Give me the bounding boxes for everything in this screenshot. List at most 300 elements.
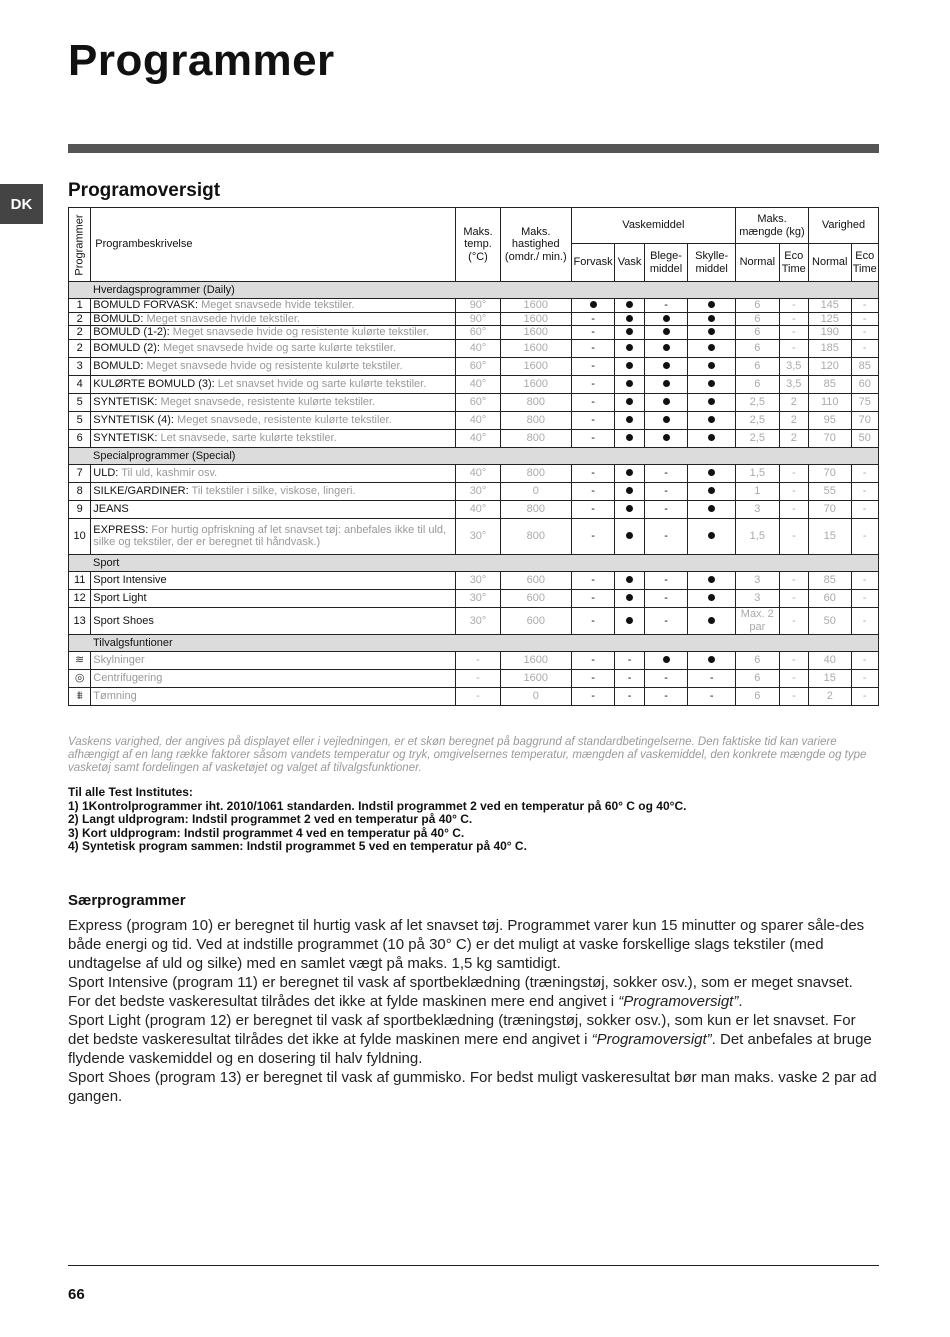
program-detail: Meget snavsede hvide tekstiler. — [143, 312, 300, 325]
wash-cell: - — [615, 651, 644, 669]
table-row — [69, 464, 879, 482]
duration-eco-cell: 85 — [851, 357, 878, 375]
program-number: 5 — [69, 411, 91, 429]
speed-cell: 600 — [500, 571, 571, 589]
bleach-cell: - — [644, 500, 688, 518]
speed-cell: 800 — [500, 393, 571, 411]
duration-eco-cell: - — [851, 518, 878, 554]
softener-cell — [688, 589, 736, 607]
sport-light-paragraph: Sport Light (program 12) er beregnet til vask af sportbeklædning (træningstøj, sokker osv.), som kun er let snavset. For det bedste vaskeresultat tilrådes det ikke at fylde maskinen mere end angivet i “Programoversigt”. Det anbefales at bruge flydende vaskemiddel og en dosering til halv fyldning. — [68, 1012, 872, 1067]
program-name: ULD: — [93, 467, 119, 480]
temp-cell: 30° — [456, 589, 501, 607]
duration-normal-cell: 70 — [808, 500, 851, 518]
dot-marker — [663, 434, 670, 441]
prewash-cell: - — [571, 326, 615, 340]
page-number: 66 — [68, 1286, 85, 1303]
dot-marker — [663, 362, 670, 369]
bleach-cell — [644, 375, 688, 393]
express-paragraph: Express (program 10) er beregnet til hurtig vask af let snavset tøj. Programmet varer kun 15 minutter og sparer såle-des både energi og tid. Ved at indstille programmet (10 på 30° C) er det muligt at vaske forskellige slags tekstiler (med undtagelse af uld og silke) med en samlet vægt på maks. 1,5 kg samtidigt. — [68, 917, 865, 972]
dot-marker — [626, 416, 633, 423]
temp-cell: 90° — [456, 299, 501, 313]
duration-normal-cell: 70 — [808, 429, 851, 447]
temp-cell: 60° — [456, 326, 501, 340]
temp-cell: 40° — [456, 464, 501, 482]
prewash-cell — [571, 299, 615, 313]
dot-marker — [708, 315, 715, 322]
program-description — [91, 687, 456, 705]
program-description — [91, 571, 456, 589]
dot-marker — [708, 434, 715, 441]
load-normal-cell: 3 — [736, 500, 780, 518]
program-description — [91, 375, 456, 393]
duration-normal-cell: 50 — [808, 607, 851, 634]
prewash-cell: - — [571, 375, 615, 393]
program-detail: Meget snavsede hvide og sarte kulørte tekstiler. — [159, 342, 396, 355]
program-detail: Til tekstiler i silke, viskose, lingeri. — [188, 485, 356, 498]
bleach-cell: - — [644, 607, 688, 634]
wash-cell — [615, 357, 644, 375]
drain-icon: ⩩ — [69, 687, 91, 705]
load-eco-cell: - — [779, 651, 808, 669]
wash-cell — [615, 299, 644, 313]
program-description — [91, 429, 456, 447]
dot-marker — [708, 398, 715, 405]
test-institutes-heading: Til alle Test Institutes: — [68, 785, 193, 799]
rinse-icon: ≋ — [69, 651, 91, 669]
program-name: SYNTETISK (4): — [93, 414, 174, 427]
softener-cell — [688, 464, 736, 482]
special-programs-body — [68, 916, 879, 1106]
dot-marker — [708, 656, 715, 663]
header-load-normal: Normal — [736, 244, 780, 282]
temp-cell: 60° — [456, 393, 501, 411]
speed-cell: 800 — [500, 500, 571, 518]
duration-eco-cell: 70 — [851, 411, 878, 429]
group-header: Tilvalgsfuntioner — [69, 634, 879, 651]
group-header-row — [69, 634, 879, 651]
prewash-cell: - — [571, 464, 615, 482]
program-detail: Meget snavsede, resistente kulørte tekstiler. — [173, 414, 392, 427]
duration-eco-cell: 60 — [851, 375, 878, 393]
speed-cell: 800 — [500, 464, 571, 482]
prewash-cell: - — [571, 518, 615, 554]
softener-cell: - — [688, 687, 736, 705]
header-duration: Varighed — [808, 208, 878, 244]
table-row — [69, 482, 879, 500]
header-max-temp: Maks. temp. (°C) — [456, 208, 501, 282]
table-row — [69, 339, 879, 357]
duration-normal-cell: 60 — [808, 589, 851, 607]
bleach-cell: - — [644, 482, 688, 500]
duration-eco-cell: - — [851, 651, 878, 669]
speed-cell: 600 — [500, 589, 571, 607]
dot-marker — [626, 505, 633, 512]
speed-cell: 600 — [500, 607, 571, 634]
program-number: 2 — [69, 339, 91, 357]
group-header: Sport — [69, 554, 879, 571]
duration-eco-cell: - — [851, 607, 878, 634]
duration-eco-cell: - — [851, 589, 878, 607]
duration-eco-cell: - — [851, 687, 878, 705]
dot-marker — [663, 380, 670, 387]
table-row — [69, 669, 879, 687]
softener-cell — [688, 651, 736, 669]
program-description — [91, 393, 456, 411]
load-normal-cell: 6 — [736, 669, 780, 687]
program-name: SYNTETISK: — [93, 396, 158, 409]
softener-cell — [688, 607, 736, 634]
group-header-row — [69, 447, 879, 464]
program-name: Sport Intensive — [93, 574, 167, 587]
dot-marker — [626, 434, 633, 441]
program-number: 2 — [69, 312, 91, 326]
header-duration-eco: Eco Time — [851, 244, 878, 282]
bottom-rule — [68, 1265, 879, 1266]
dot-marker — [626, 576, 633, 583]
duration-normal-cell: 190 — [808, 326, 851, 340]
group-header-row — [69, 282, 879, 299]
duration-normal-cell: 110 — [808, 393, 851, 411]
duration-eco-cell: - — [851, 571, 878, 589]
program-name: BOMULD (2): — [93, 342, 160, 355]
duration-normal-cell: 85 — [808, 571, 851, 589]
program-detail: Centrifugering — [93, 672, 163, 685]
wash-cell — [615, 312, 644, 326]
header-max-speed: Maks. hastighed (omdr./ min.) — [500, 208, 571, 282]
dot-marker — [626, 594, 633, 601]
load-eco-cell: 3,5 — [779, 375, 808, 393]
dot-marker — [626, 301, 633, 308]
softener-cell: - — [688, 669, 736, 687]
prewash-cell: - — [571, 651, 615, 669]
duration-eco-cell: - — [851, 464, 878, 482]
speed-cell: 1600 — [500, 339, 571, 357]
wash-cell — [615, 482, 644, 500]
load-eco-cell: - — [779, 500, 808, 518]
program-detail: Til uld, kashmir osv. — [118, 467, 218, 480]
bleach-cell — [644, 312, 688, 326]
table-row — [69, 607, 879, 634]
program-detail: Meget snavsede hvide tekstiler. — [198, 299, 355, 311]
prewash-cell: - — [571, 687, 615, 705]
program-description — [91, 518, 456, 554]
program-name: BOMULD FORVASK: — [93, 299, 199, 311]
duration-eco-cell: - — [851, 312, 878, 326]
duration-normal-cell: 185 — [808, 339, 851, 357]
table-row — [69, 299, 879, 313]
table-row — [69, 571, 879, 589]
duration-normal-cell: 55 — [808, 482, 851, 500]
load-eco-cell: - — [779, 326, 808, 340]
program-number: 13 — [69, 607, 91, 634]
prewash-cell: - — [571, 357, 615, 375]
program-detail: Skylninger — [93, 654, 145, 667]
program-name: Sport Shoes — [93, 614, 154, 627]
wash-cell — [615, 589, 644, 607]
duration-normal-cell: 125 — [808, 312, 851, 326]
bleach-cell: - — [644, 299, 688, 313]
load-eco-cell: - — [779, 571, 808, 589]
table-row — [69, 326, 879, 340]
test-institutes-line: 2) Langt uldprogram: Indstil programmet 2 ved en temperatur på 40° C. — [68, 812, 473, 826]
program-name: KULØRTE BOMULD (3): — [93, 378, 215, 391]
dot-marker — [626, 487, 633, 494]
speed-cell: 800 — [500, 518, 571, 554]
program-detail: Meget snavsede hvide og resistente kulørte tekstiler. — [143, 360, 403, 373]
spin-icon: ◎ — [69, 669, 91, 687]
load-normal-cell: 2,5 — [736, 429, 780, 447]
group-header: Specialprogrammer (Special) — [69, 447, 879, 464]
header-load-eco: Eco Time — [779, 244, 808, 282]
sport-intensive-paragraph: Sport Intensive (program 11) er beregnet til vask af sportbeklædning (træningstøj, sokker osv.), som er meget snavset. For det bedste vaskeresultat tilrådes det ikke at fylde maskinen mere end angivet i “Programoversigt”. — [68, 974, 853, 1010]
temp-cell: 90° — [456, 312, 501, 326]
program-description — [91, 326, 456, 340]
load-eco-cell: 2 — [779, 429, 808, 447]
load-eco-cell: - — [779, 312, 808, 326]
softener-cell — [688, 339, 736, 357]
prewash-cell: - — [571, 312, 615, 326]
program-name: BOMULD: — [93, 312, 144, 325]
test-institutes-line: 1) 1Kontrolprogrammer iht. 2010/1061 standarden. Indstil programmet 2 ved en temperatur på 60° C og 40°C. — [68, 798, 687, 813]
prewash-cell: - — [571, 393, 615, 411]
language-tab: DK — [0, 184, 43, 224]
wash-cell — [615, 571, 644, 589]
prewash-cell: - — [571, 339, 615, 357]
dot-marker — [626, 617, 633, 624]
group-header-row — [69, 554, 879, 571]
load-normal-cell: 6 — [736, 339, 780, 357]
program-detail: Meget snavsede hvide og resistente kulørte tekstiler. — [169, 326, 429, 339]
wash-cell — [615, 429, 644, 447]
prewash-cell: - — [571, 669, 615, 687]
wash-cell — [615, 500, 644, 518]
program-number: 10 — [69, 518, 91, 554]
softener-cell — [688, 571, 736, 589]
table-row — [69, 687, 879, 705]
temp-cell: 30° — [456, 482, 501, 500]
bleach-cell: - — [644, 518, 688, 554]
table-row — [69, 651, 879, 669]
softener-cell — [688, 518, 736, 554]
program-table-body — [69, 282, 879, 706]
speed-cell: 1600 — [500, 299, 571, 313]
program-number: 12 — [69, 589, 91, 607]
load-eco-cell: 2 — [779, 393, 808, 411]
dot-marker — [708, 416, 715, 423]
bleach-cell — [644, 651, 688, 669]
load-normal-cell: Max. 2 par — [736, 607, 780, 634]
prewash-cell: - — [571, 411, 615, 429]
header-programmer: Programmer — [69, 208, 91, 282]
load-eco-cell: - — [779, 589, 808, 607]
table-row — [69, 500, 879, 518]
load-normal-cell: 6 — [736, 326, 780, 340]
test-institutes-line: 3) Kort uldprogram: Indstil programmet 4 ved en temperatur på 40° C. — [68, 825, 465, 840]
duration-normal-cell: 15 — [808, 518, 851, 554]
load-normal-cell: 2,5 — [736, 411, 780, 429]
bleach-cell — [644, 339, 688, 357]
dot-marker — [663, 328, 670, 335]
prewash-cell: - — [571, 571, 615, 589]
program-number: 7 — [69, 464, 91, 482]
header-max-load: Maks. mængde (kg) — [736, 208, 809, 244]
load-normal-cell: 6 — [736, 357, 780, 375]
load-normal-cell: 3 — [736, 589, 780, 607]
temp-cell: 40° — [456, 500, 501, 518]
dot-marker — [626, 532, 633, 539]
load-normal-cell: 1 — [736, 482, 780, 500]
load-normal-cell: 6 — [736, 375, 780, 393]
dot-marker — [663, 416, 670, 423]
softener-cell — [688, 482, 736, 500]
duration-eco-cell: 75 — [851, 393, 878, 411]
dot-marker — [626, 328, 633, 335]
wash-cell — [615, 375, 644, 393]
header-bleach: Blege-middel — [644, 244, 688, 282]
speed-cell: 0 — [500, 482, 571, 500]
table-row — [69, 312, 879, 326]
prewash-cell: - — [571, 500, 615, 518]
section-title: Programoversigt — [68, 180, 221, 201]
table-row — [69, 411, 879, 429]
program-description — [91, 357, 456, 375]
special-programs-title: Særprogrammer — [68, 892, 186, 909]
dot-marker — [663, 344, 670, 351]
program-detail: Let snavset hvide og sarte kulørte tekstiler. — [214, 378, 427, 391]
bleach-cell: - — [644, 669, 688, 687]
dot-marker — [663, 315, 670, 322]
prewash-cell: - — [571, 482, 615, 500]
duration-eco-cell: - — [851, 482, 878, 500]
load-eco-cell: - — [779, 464, 808, 482]
bleach-cell — [644, 429, 688, 447]
load-eco-cell: - — [779, 299, 808, 313]
program-table — [68, 207, 879, 706]
softener-cell — [688, 429, 736, 447]
dot-marker — [663, 398, 670, 405]
dot-marker — [708, 505, 715, 512]
program-number: 4 — [69, 375, 91, 393]
softener-cell — [688, 299, 736, 313]
temp-cell: 40° — [456, 429, 501, 447]
softener-cell — [688, 375, 736, 393]
wash-cell — [615, 607, 644, 634]
page-title: Programmer — [68, 36, 335, 85]
prewash-cell: - — [571, 589, 615, 607]
table-row — [69, 589, 879, 607]
speed-cell: 1600 — [500, 669, 571, 687]
load-eco-cell: - — [779, 482, 808, 500]
speed-cell: 1600 — [500, 651, 571, 669]
wash-cell: - — [615, 687, 644, 705]
program-description — [91, 607, 456, 634]
softener-cell — [688, 357, 736, 375]
load-eco-cell: - — [779, 687, 808, 705]
program-number: 6 — [69, 429, 91, 447]
wash-cell — [615, 326, 644, 340]
table-row — [69, 518, 879, 554]
duration-normal-cell: 40 — [808, 651, 851, 669]
program-name: Sport Light — [93, 592, 147, 605]
temp-cell: 30° — [456, 607, 501, 634]
title-rule — [68, 144, 879, 153]
softener-cell — [688, 393, 736, 411]
sport-shoes-paragraph: Sport Shoes (program 13) er beregnet til vask af gummisko. For bedst muligt vaskeresultat bør man maks. vaske 2 par ad gangen. — [68, 1069, 877, 1105]
bleach-cell — [644, 326, 688, 340]
dot-marker — [708, 532, 715, 539]
temp-cell: 30° — [456, 571, 501, 589]
dot-marker — [590, 301, 597, 308]
dot-marker — [708, 328, 715, 335]
dot-marker — [708, 469, 715, 476]
dot-marker — [626, 398, 633, 405]
dot-marker — [663, 656, 670, 663]
header-description: Programbeskrivelse — [91, 208, 456, 282]
temp-cell: 40° — [456, 375, 501, 393]
bleach-cell — [644, 411, 688, 429]
dot-marker — [708, 301, 715, 308]
group-header: Hverdagsprogrammer (Daily) — [69, 282, 879, 299]
program-detail: Tømning — [93, 690, 137, 703]
program-description — [91, 500, 456, 518]
temp-cell: 60° — [456, 357, 501, 375]
load-eco-cell: 3,5 — [779, 357, 808, 375]
bleach-cell: - — [644, 571, 688, 589]
duration-normal-cell: 95 — [808, 411, 851, 429]
dot-marker — [708, 487, 715, 494]
duration-normal-cell: 145 — [808, 299, 851, 313]
load-normal-cell: 6 — [736, 299, 780, 313]
program-name: BOMULD: — [93, 360, 144, 373]
temp-cell: 40° — [456, 411, 501, 429]
duration-footnote: Vaskens varighed, der angives på displayet eller i vejledningen, er et skøn beregnet på baggrund af standardbetingelserne. Den faktiske tid kan variere afhængigt af en lang række faktorer såsom vandets temperatur og tryk, omgivelsernes temperatur, mængden af vaskemiddel, den konkrete mængde og type vasketøj samt fordelingen af vasketøjet og valget af tilvalgsfunktioner. — [68, 736, 867, 774]
program-detail: For hurtig opfriskning af let snavset tøj: anbefales ikke til uld, silke og tekstiler, der er beregnet til håndvask.) — [93, 523, 447, 549]
dot-marker — [626, 380, 633, 387]
dot-marker — [708, 594, 715, 601]
program-name: SYNTETISK: — [93, 432, 158, 445]
duration-eco-cell: - — [851, 500, 878, 518]
dot-marker — [626, 315, 633, 322]
duration-normal-cell: 2 — [808, 687, 851, 705]
dot-marker — [708, 362, 715, 369]
load-normal-cell: 6 — [736, 651, 780, 669]
program-description — [91, 589, 456, 607]
table-row — [69, 375, 879, 393]
table-row — [69, 393, 879, 411]
duration-eco-cell: - — [851, 339, 878, 357]
speed-cell: 1600 — [500, 357, 571, 375]
program-description — [91, 669, 456, 687]
softener-cell — [688, 326, 736, 340]
load-eco-cell: 2 — [779, 411, 808, 429]
speed-cell: 0 — [500, 687, 571, 705]
header-prewash: Forvask — [571, 244, 615, 282]
softener-cell — [688, 500, 736, 518]
load-eco-cell: - — [779, 669, 808, 687]
wash-cell — [615, 411, 644, 429]
bleach-cell: - — [644, 687, 688, 705]
program-description — [91, 339, 456, 357]
load-eco-cell: - — [779, 339, 808, 357]
program-detail: Let snavsede, sarte kulørte tekstiler. — [157, 432, 337, 445]
load-normal-cell: 3 — [736, 571, 780, 589]
duration-normal-cell: 85 — [808, 375, 851, 393]
test-institutes — [68, 786, 879, 854]
load-normal-cell: 1,5 — [736, 518, 780, 554]
table-row — [69, 429, 879, 447]
temp-cell: - — [456, 669, 501, 687]
load-eco-cell: - — [779, 607, 808, 634]
